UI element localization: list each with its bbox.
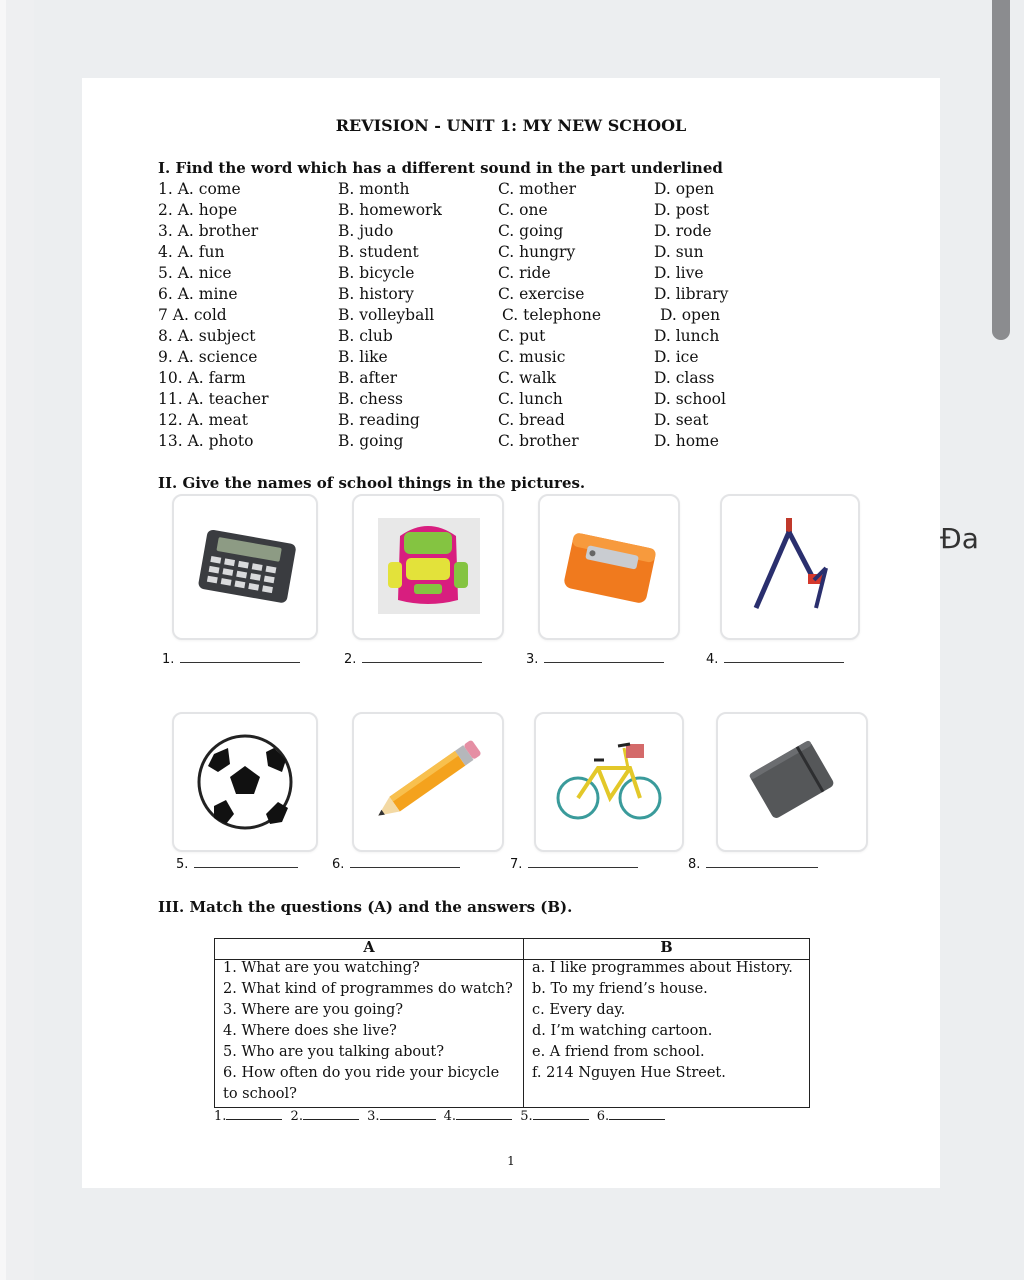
option-c: C. ride [498, 264, 551, 282]
option-d: D. library [654, 285, 729, 303]
option-c: C. telephone [502, 306, 602, 324]
option-c: C. mother [498, 180, 576, 198]
compass-icon [722, 496, 858, 638]
compass-picture [720, 494, 860, 640]
question-item: 2. What kind of programmes do watch? [223, 981, 513, 997]
answer-blank-line[interactable] [456, 1118, 512, 1120]
option-a: 3. A. brother [158, 222, 259, 240]
option-b: B. after [338, 369, 398, 387]
option-c: C. put [498, 327, 546, 345]
blank-number: 3. [526, 652, 539, 667]
blank-line [706, 866, 818, 868]
option-d: D. rode [654, 222, 712, 240]
option-a: 2. A. hope [158, 201, 238, 219]
blank-number: 1. [162, 652, 175, 667]
option-a: 7 A. cold [158, 306, 227, 324]
option-a: 13. A. photo [158, 432, 254, 450]
column-a-header: A [215, 939, 524, 960]
option-d: D. open [660, 306, 721, 324]
section2-heading: II. Give the names of school things in the pictures. [158, 474, 586, 492]
worksheet-title: REVISION - UNIT 1: MY NEW SCHOOL [335, 116, 687, 135]
pencil-picture [352, 712, 504, 852]
option-b: B. month [338, 180, 410, 198]
blank-line [724, 661, 844, 663]
question-item: 1. What are you watching? [223, 960, 420, 976]
pencil-icon [354, 714, 502, 850]
option-c: C. walk [498, 369, 557, 387]
answer-blank-line[interactable] [226, 1118, 282, 1120]
pencil-sharpener-icon [540, 496, 678, 638]
questions-cell [215, 960, 524, 1108]
answer-blank[interactable] [162, 652, 300, 667]
notebook-icon [718, 714, 866, 850]
option-a: 1. A. come [158, 180, 241, 198]
answer-number: 4. [443, 1109, 457, 1124]
option-c: C. music [498, 348, 566, 366]
match-table [214, 938, 810, 1108]
answer-item: c. Every day. [532, 1002, 626, 1018]
option-b: B. going [338, 432, 404, 450]
answer-blank-line[interactable] [533, 1118, 589, 1120]
answer-number: 2. [290, 1109, 303, 1124]
option-d: D. post [654, 201, 710, 219]
option-b: B. volleyball [338, 306, 435, 324]
option-d: D. school [654, 390, 726, 408]
answer-item: d. I’m watching cartoon. [532, 1023, 713, 1039]
answer-blank[interactable] [510, 857, 638, 872]
blank-line [350, 866, 460, 868]
blank-line [544, 661, 664, 663]
answer-blank-line[interactable] [380, 1118, 436, 1120]
option-b: B. like [338, 348, 388, 366]
section3-heading: III. Match the questions (A) and the answers (B). [158, 898, 573, 916]
answer-blank[interactable] [332, 857, 460, 872]
football-icon [174, 714, 316, 850]
option-a: 12. A. meat [158, 411, 248, 429]
blank-number: 7. [510, 857, 523, 872]
blank-line [528, 866, 638, 868]
option-d: D. lunch [654, 327, 720, 345]
answer-item: f. 214 Nguyen Hue Street. [532, 1065, 726, 1081]
blank-line [194, 866, 298, 868]
answer-number: 3. [367, 1109, 380, 1124]
option-b: B. chess [338, 390, 403, 408]
blank-line [180, 661, 300, 663]
bicycle-picture [534, 712, 684, 852]
option-c: C. hungry [498, 243, 576, 261]
option-d: D. live [654, 264, 704, 282]
option-c: C. brother [498, 432, 579, 450]
option-d: D. seat [654, 411, 709, 429]
calculator-icon [174, 496, 316, 638]
notebook-picture [716, 712, 868, 852]
option-a: 9. A. science [158, 348, 258, 366]
option-b: B. club [338, 327, 393, 345]
answer-number: 1. [214, 1109, 227, 1124]
answer-number: 6. [596, 1109, 610, 1124]
section1-heading: I. Find the word which has a different sound in the part underlined [158, 159, 723, 177]
option-a: 10. A. farm [158, 369, 246, 387]
backpack-picture [352, 494, 504, 640]
option-a: 4. A. fun [158, 243, 225, 261]
blank-number: 8. [688, 857, 701, 872]
left-margin [6, 0, 34, 1280]
blank-number: 2. [344, 652, 357, 667]
blank-number: 5. [176, 857, 189, 872]
option-a: 11. A. teacher [158, 390, 269, 408]
question-item: 5. Who are you talking about? [223, 1044, 445, 1060]
option-d: D. home [654, 432, 719, 450]
option-c: C. going [498, 222, 564, 240]
option-a: 8. A. subject [158, 327, 256, 345]
option-d: D. sun [654, 243, 704, 261]
blank-number: 6. [332, 857, 345, 872]
option-b: B. student [338, 243, 419, 261]
answer-item: b. To my friend’s house. [532, 981, 708, 997]
blank-number: 4. [706, 652, 719, 667]
match-answer-line[interactable] [214, 1109, 669, 1124]
option-b: B. history [338, 285, 414, 303]
question-item: 3. Where are you going? [223, 1002, 404, 1018]
answer-blank-line[interactable] [609, 1118, 665, 1120]
page-number: 1 [507, 1154, 515, 1168]
question-item: to school? [223, 1086, 297, 1102]
option-c: C. bread [498, 411, 565, 429]
option-b: B. homework [338, 201, 442, 219]
option-c: C. one [498, 201, 548, 219]
question-item: 4. Where does she live? [223, 1023, 397, 1039]
blank-line [362, 661, 482, 663]
option-c: C. lunch [498, 390, 563, 408]
column-b-header: B [524, 939, 810, 960]
option-d: D. class [654, 369, 715, 387]
bicycle-icon [536, 714, 682, 850]
sharpener-picture [538, 494, 680, 640]
answer-item: a. I like programmes about History. [532, 960, 793, 976]
side-text-fragment: Đa [940, 522, 979, 555]
answer-blank[interactable] [344, 652, 482, 667]
answer-number: 5. [520, 1109, 533, 1124]
backpack-icon [354, 496, 502, 638]
worksheet-page [82, 78, 940, 1188]
option-c: C. exercise [498, 285, 585, 303]
answer-blank[interactable] [176, 857, 298, 872]
option-b: B. reading [338, 411, 420, 429]
calculator-picture [172, 494, 318, 640]
answer-blank[interactable] [706, 652, 844, 667]
option-b: B. judo [338, 222, 394, 240]
vertical-scrollbar[interactable] [992, 0, 1010, 340]
answers-cell [524, 960, 810, 1108]
option-d: D. ice [654, 348, 699, 366]
question-item: 6. How often do you ride your bicycle [223, 1065, 500, 1081]
option-d: D. open [654, 180, 715, 198]
option-a: 5. A. nice [158, 264, 232, 282]
answer-blank-line[interactable] [303, 1118, 359, 1120]
answer-item: e. A friend from school. [532, 1044, 705, 1060]
answer-blank[interactable] [526, 652, 664, 667]
option-b: B. bicycle [338, 264, 415, 282]
answer-blank[interactable] [688, 857, 818, 872]
option-a: 6. A. mine [158, 285, 238, 303]
football-picture [172, 712, 318, 852]
